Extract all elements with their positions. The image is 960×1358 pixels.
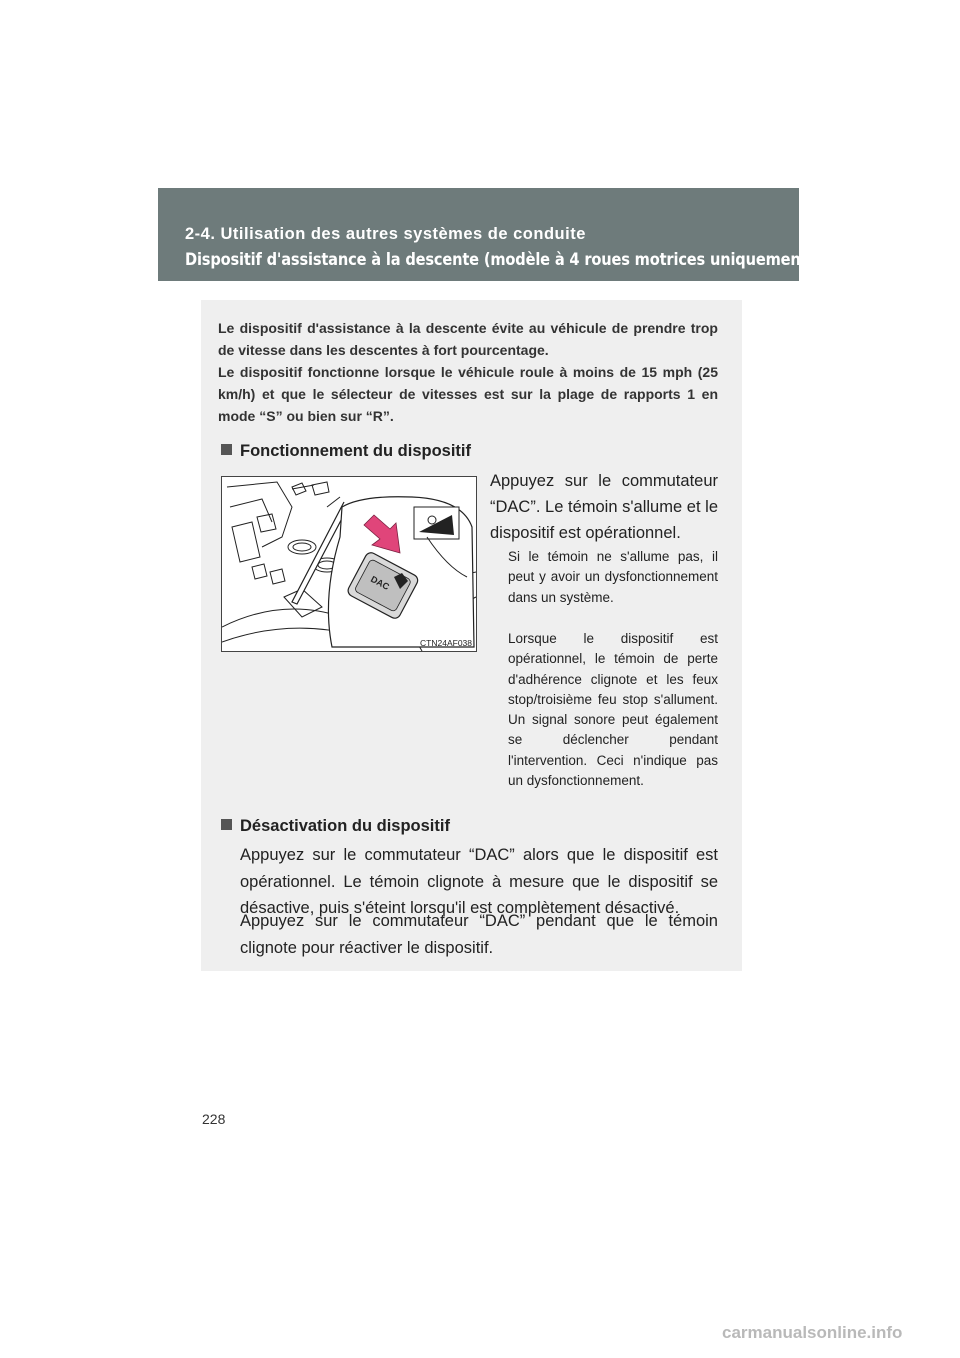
page-title: Dispositif d'assistance à la descente (modèle à 4 roues motrices uniquement): [185, 250, 814, 270]
intro-paragraph-2: Le dispositif fonctionne lorsque le véhicule roule à moins de 15 mph (25 km/h) et que le sélecteur de vitesses est sur la plage de rapports 1 en mode “S” ou bien sur “R”.: [218, 364, 718, 424]
intro-paragraph-1: Le dispositif d'assistance à la descente évite au véhicule de prendre trop de vitesse dans les descentes à fort pourcentage.: [218, 320, 718, 358]
heading-deactivation: [221, 817, 450, 836]
dac-switch-illustration: [221, 476, 477, 652]
heading-operation-label: Fonctionnement du dispositif: [240, 442, 471, 460]
note-operation: Lorsque le dispositif est opérationnel, le témoin de perte d'adhérence clignote et les feux stop/troisième feu stop s'allument. Un signal sonore peut également se déclencher pendant l'intervention. Ceci n'indique pas un dysfonctionnement.: [508, 631, 718, 789]
note-no-light: Si le témoin ne s'allume pas, il peut y avoir un dysfonctionnement dans un système.: [508, 549, 718, 605]
operation-instruction: Appuyez sur le commutateur “DAC”. Le témoin s'allume et le dispositif est opérationnel.: [490, 472, 718, 542]
intro-text: [218, 317, 718, 427]
heading-deactivation-label: Désactivation du dispositif: [240, 817, 450, 835]
page-number: 228: [202, 1111, 226, 1127]
square-bullet-icon: [221, 444, 232, 455]
watermark: carmanualsonline.info: [722, 1323, 903, 1342]
section-label: 2-4. Utilisation des autres systèmes de conduite: [185, 225, 586, 243]
console-drawing: [222, 477, 476, 651]
chapter-header: [158, 188, 814, 281]
square-bullet-icon: [221, 819, 232, 830]
deactivation-paragraph-1: Appuyez sur le commutateur “DAC” alors que le dispositif est opérationnel. Le témoin clignote à mesure que le dispositif se désactive, puis s'éteint lorsqu'il est complètement désactivé.: [240, 846, 718, 917]
dac-switch-label: DAC: [369, 573, 391, 592]
figure-code: CTN24AF038: [420, 638, 472, 648]
deactivation-paragraph-2: Appuyez sur le commutateur “DAC” pendant que le témoin clignote pour réactiver le dispositif.: [240, 912, 718, 957]
heading-operation: [221, 442, 471, 461]
